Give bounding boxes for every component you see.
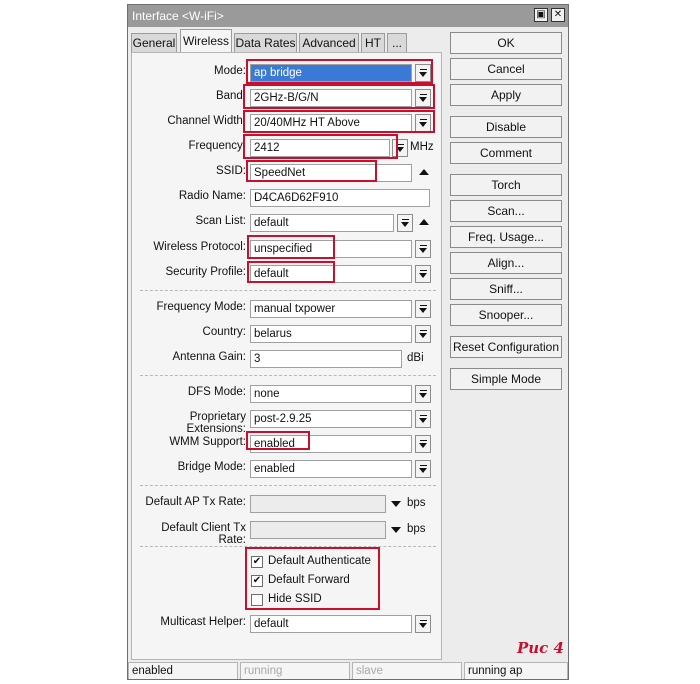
tab-wireless[interactable]: Wireless bbox=[180, 29, 232, 53]
wireless-panel bbox=[131, 52, 442, 660]
default-client-tx-rate-label: Default Client Tx Rate: bbox=[161, 522, 246, 546]
wmm-support-dropdown-icon[interactable] bbox=[415, 435, 431, 453]
frequency-field[interactable]: 2412 bbox=[250, 139, 390, 157]
radio-name-label: Radio Name: bbox=[178, 190, 246, 202]
cancel-button[interactable]: Cancel bbox=[450, 58, 562, 80]
multicast-helper-field[interactable]: default bbox=[250, 615, 412, 633]
highlight-wmm-support bbox=[246, 431, 310, 450]
disable-button[interactable]: Disable bbox=[450, 116, 562, 138]
snooper-button[interactable]: Snooper... bbox=[450, 304, 562, 326]
proprietary-extensions-label: Proprietary Extensions: bbox=[186, 411, 246, 435]
tab-ht[interactable]: HT bbox=[361, 33, 385, 53]
highlight-frequency bbox=[243, 134, 398, 159]
tab-general[interactable]: General bbox=[131, 33, 177, 53]
bridge-mode-field[interactable]: enabled bbox=[250, 460, 412, 478]
scan-list-remove-icon[interactable] bbox=[419, 219, 429, 225]
title-bar bbox=[128, 5, 568, 27]
dfs-mode-label: DFS Mode: bbox=[187, 386, 246, 398]
status-enabled: enabled bbox=[128, 662, 238, 680]
proprietary-extensions-dropdown-icon[interactable] bbox=[415, 410, 431, 428]
status-slave: slave bbox=[352, 662, 462, 680]
highlight-security-profile bbox=[247, 261, 335, 283]
torch-button[interactable]: Torch bbox=[450, 174, 562, 196]
scan-button[interactable]: Scan... bbox=[450, 200, 562, 222]
wireless-protocol-label: Wireless Protocol: bbox=[153, 241, 246, 253]
bridge-mode-dropdown-icon[interactable] bbox=[415, 460, 431, 478]
antenna-gain-unit: dBi bbox=[407, 352, 424, 364]
status-running-ap: running ap bbox=[464, 662, 568, 680]
mode-field[interactable]: ap bridge bbox=[250, 64, 412, 82]
proprietary-extensions-field[interactable]: post-2.9.25 bbox=[250, 410, 412, 428]
frequency-mode-label: Frequency Mode: bbox=[156, 301, 246, 313]
scan-list-field[interactable]: default bbox=[250, 214, 394, 232]
antenna-gain-label: Antenna Gain: bbox=[172, 351, 246, 363]
default-client-tx-rate-field[interactable] bbox=[250, 521, 386, 539]
default-client-tx-rate-expand-icon[interactable] bbox=[391, 527, 401, 533]
multicast-helper-dropdown-icon[interactable] bbox=[415, 615, 431, 633]
dfs-mode-field[interactable]: none bbox=[250, 385, 412, 403]
freq-usage-button[interactable]: Freq. Usage... bbox=[450, 226, 562, 248]
highlight-ssid bbox=[246, 160, 377, 182]
country-dropdown-icon[interactable] bbox=[415, 325, 431, 343]
antenna-gain-field[interactable]: 3 bbox=[250, 350, 402, 368]
figure-caption: Рис 4 bbox=[517, 639, 564, 657]
country-label: Country: bbox=[202, 326, 246, 338]
channel-width-label: Channel Width: bbox=[167, 115, 246, 127]
separator bbox=[140, 290, 436, 291]
default-ap-tx-rate-expand-icon[interactable] bbox=[391, 501, 401, 507]
band-field[interactable]: 2GHz-B/G/N bbox=[250, 89, 412, 107]
simple-mode-button[interactable]: Simple Mode bbox=[450, 368, 562, 390]
wmm-support-label: WMM Support: bbox=[169, 436, 246, 448]
highlight-wireless-protocol bbox=[247, 235, 335, 259]
reset-configuration-button[interactable]: Reset Configuration bbox=[450, 336, 562, 358]
country-field[interactable]: belarus bbox=[250, 325, 412, 343]
window-title: Interface <W-iFi> bbox=[132, 9, 224, 23]
ssid-field[interactable]: SpeedNet bbox=[250, 164, 412, 182]
status-bar bbox=[128, 662, 568, 680]
close-icon[interactable]: ✕ bbox=[551, 8, 565, 22]
tab-more[interactable]: ... bbox=[387, 33, 407, 53]
security-profile-field[interactable]: default bbox=[250, 265, 412, 283]
default-ap-tx-rate-unit: bps bbox=[407, 497, 426, 509]
scan-list-label: Scan List: bbox=[195, 215, 246, 227]
frequency-label: Frequency: bbox=[188, 140, 246, 152]
separator bbox=[140, 375, 436, 376]
scan-list-dropdown-icon[interactable] bbox=[397, 214, 413, 232]
band-label: Band: bbox=[215, 90, 246, 102]
frequency-unit: MHz bbox=[410, 141, 434, 153]
status-running: running bbox=[240, 662, 350, 680]
align-button[interactable]: Align... bbox=[450, 252, 562, 274]
ssid-label: SSID: bbox=[215, 165, 246, 177]
check-icon: ✔ bbox=[252, 575, 262, 586]
ok-button[interactable]: OK bbox=[450, 32, 562, 54]
default-client-tx-rate-unit: bps bbox=[407, 523, 426, 535]
hide-ssid-label: Hide SSID bbox=[268, 593, 322, 605]
comment-button[interactable]: Comment bbox=[450, 142, 562, 164]
wmm-support-field[interactable]: enabled bbox=[250, 435, 412, 453]
bridge-mode-label: Bridge Mode: bbox=[177, 461, 246, 473]
default-ap-tx-rate-label: Default AP Tx Rate: bbox=[145, 496, 246, 508]
multicast-helper-label: Multicast Helper: bbox=[160, 616, 246, 628]
security-profile-label: Security Profile: bbox=[165, 266, 246, 278]
wireless-protocol-dropdown-icon[interactable] bbox=[415, 240, 431, 258]
frequency-mode-field[interactable]: manual txpower bbox=[250, 300, 412, 318]
sniff-button[interactable]: Sniff... bbox=[450, 278, 562, 300]
collapse-arrow-icon[interactable] bbox=[419, 169, 429, 175]
highlight-mode bbox=[246, 59, 433, 84]
wireless-protocol-field[interactable]: unspecified bbox=[250, 240, 412, 258]
dfs-mode-dropdown-icon[interactable] bbox=[415, 385, 431, 403]
check-icon: ✔ bbox=[252, 556, 262, 567]
highlight-channel-width bbox=[243, 110, 435, 133]
default-ap-tx-rate-field[interactable] bbox=[250, 495, 386, 513]
apply-button[interactable]: Apply bbox=[450, 84, 562, 106]
default-forward-label: Default Forward bbox=[268, 574, 350, 586]
highlight-checkboxes bbox=[245, 547, 380, 610]
tab-advanced[interactable]: Advanced bbox=[299, 33, 359, 53]
security-profile-dropdown-icon[interactable] bbox=[415, 265, 431, 283]
separator bbox=[140, 485, 436, 486]
channel-width-field[interactable]: 20/40MHz HT Above bbox=[250, 114, 412, 132]
interface-window bbox=[127, 4, 569, 680]
restore-icon[interactable]: ▣ bbox=[534, 8, 548, 22]
mode-label: Mode: bbox=[214, 65, 246, 77]
default-authenticate-label: Default Authenticate bbox=[268, 555, 371, 567]
highlight-band bbox=[243, 84, 435, 109]
frequency-mode-dropdown-icon[interactable] bbox=[415, 300, 431, 318]
tab-data-rates[interactable]: Data Rates bbox=[234, 33, 297, 53]
radio-name-field[interactable]: D4CA6D62F910 bbox=[250, 189, 430, 207]
